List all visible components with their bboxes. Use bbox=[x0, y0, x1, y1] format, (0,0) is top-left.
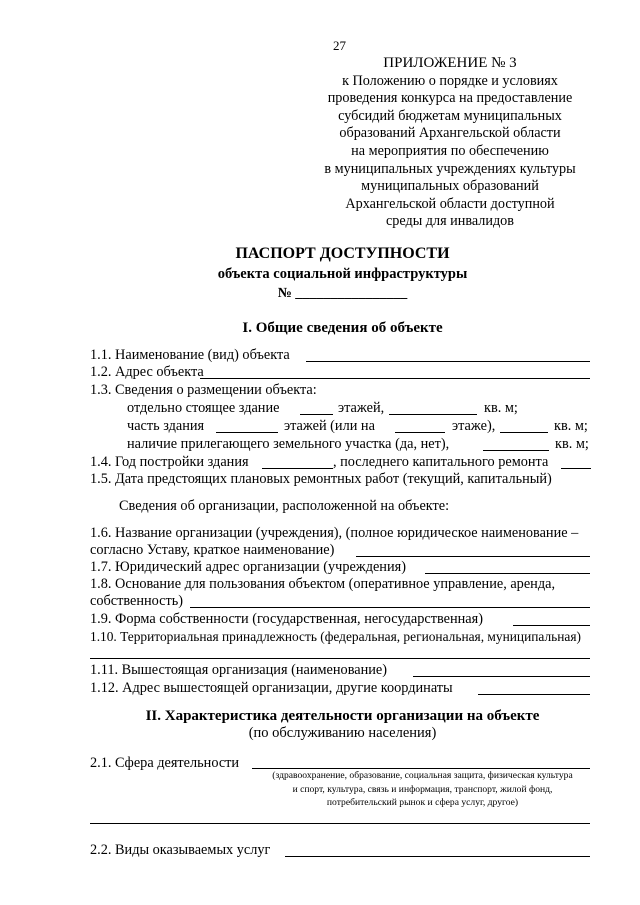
hint-line: потребительский рынок и сфера услуг, другое) bbox=[326, 797, 519, 808]
annex-line: Архангельской области доступной bbox=[345, 195, 555, 212]
page-number: 27 bbox=[333, 38, 346, 53]
section-2-title: II. Характеристика деятельности организации на объекте bbox=[145, 708, 540, 724]
section-2-subtitle: (по обслуживанию населения) bbox=[248, 725, 437, 741]
field-1-4-repair-label: , последнего капитального ремонта bbox=[333, 454, 549, 470]
annex-line: ПРИЛОЖЕНИЕ № 3 bbox=[383, 55, 517, 71]
field-2-2-line[interactable] bbox=[285, 856, 590, 857]
sub-c-sqm: кв. м; bbox=[555, 436, 589, 452]
field-1-2-line[interactable] bbox=[200, 378, 590, 379]
document-title bbox=[0, 244, 640, 304]
annex-line: образований Архангельской области bbox=[339, 125, 561, 142]
field-1-6-label: 1.6. Название организации (учреждения), (полное юридическое наименование – bbox=[90, 525, 579, 541]
field-2-1-extra-line[interactable] bbox=[90, 823, 590, 824]
part-area-line[interactable] bbox=[500, 432, 548, 433]
hint-line: и спорт, культура, связь и информация, транспорт, жилой фонд, bbox=[292, 783, 553, 795]
field-2-2-label: 2.2. Виды оказываемых услуг bbox=[90, 842, 271, 858]
section-2-heading bbox=[0, 708, 640, 742]
field-1-8-line[interactable] bbox=[190, 607, 590, 608]
field-1-12-label: 1.12. Адрес вышестоящей организации, другие координаты bbox=[90, 680, 453, 696]
title-main: ПАСПОРТ ДОСТУПНОСТИ bbox=[235, 245, 450, 262]
field-1-5-label: 1.5. Дата предстоящих плановых ремонтных работ (текущий, капитальный) bbox=[90, 471, 552, 487]
area-line[interactable] bbox=[389, 414, 477, 415]
land-area-line[interactable] bbox=[483, 450, 549, 451]
annex-line: к Положению о порядке и условиях bbox=[342, 72, 558, 89]
field-1-1-line[interactable] bbox=[306, 361, 590, 362]
field-1-7-line[interactable] bbox=[425, 573, 590, 574]
annex-line: субсидий бюджетам муниципальных bbox=[338, 107, 562, 124]
field-1-6-line[interactable] bbox=[356, 556, 590, 557]
field-1-8-label-cont: собственность) bbox=[90, 593, 184, 609]
field-1-11-line[interactable] bbox=[413, 676, 590, 677]
build-year-line[interactable] bbox=[262, 468, 333, 469]
field-1-10-label: 1.10. Территориальная принадлежность (федеральная, региональная, муниципальная) bbox=[90, 629, 581, 644]
field-1-6-label-cont: согласно Уставу, краткое наименование) bbox=[90, 542, 335, 558]
field-1-11-label: 1.11. Вышестоящая организация (наименование) bbox=[90, 662, 388, 678]
field-1-7-label: 1.7. Юридический адрес организации (учреждения) bbox=[90, 559, 406, 575]
field-1-4-label: 1.4. Год постройки здания bbox=[90, 454, 249, 470]
passport-number: № ________________ bbox=[277, 286, 408, 301]
annex-line: проведения конкурса на предоставление bbox=[327, 90, 573, 107]
field-1-2-label: 1.2. Адрес объекта bbox=[90, 364, 204, 380]
field-1-3-label: 1.3. Сведения о размещении объекта: bbox=[90, 382, 317, 398]
field-1-9-label: 1.9. Форма собственности (государственная, негосударственная) bbox=[90, 611, 483, 627]
repair-year-line[interactable] bbox=[561, 468, 591, 469]
floors-count-line[interactable] bbox=[300, 414, 333, 415]
field-2-1-hint bbox=[255, 769, 590, 810]
sub-a-sqm: кв. м; bbox=[484, 400, 518, 416]
sub-b-floor: этаже), bbox=[452, 418, 496, 434]
section-1-heading: I. Общие сведения об объекте bbox=[242, 320, 443, 336]
sub-building-part: часть здания bbox=[127, 418, 205, 434]
annex-line: среды для инвалидов bbox=[386, 213, 514, 230]
hint-line: (здравоохранение, образование, социальная защита, физическая культура bbox=[272, 770, 573, 781]
floor-number-line[interactable] bbox=[395, 432, 445, 433]
field-1-12-line[interactable] bbox=[478, 694, 590, 695]
annex-line: на мероприятия по обеспечению bbox=[351, 142, 549, 159]
sub-b-floors: этажей (или на bbox=[284, 418, 375, 434]
annex-line: муниципальных образований bbox=[361, 178, 539, 195]
field-1-10-line[interactable] bbox=[90, 658, 590, 659]
sub-detached-building: отдельно стоящее здание bbox=[127, 400, 280, 416]
field-1-8-label: 1.8. Основание для пользования объектом (оперативное управление, аренда, bbox=[90, 576, 556, 592]
sub-a-floors: этажей, bbox=[338, 400, 385, 416]
title-subtitle: объекта социальной инфраструктуры bbox=[217, 266, 468, 282]
field-2-1-label: 2.1. Сфера деятельности bbox=[90, 755, 240, 771]
field-1-9-line[interactable] bbox=[513, 625, 590, 626]
org-info-heading: Сведения об организации, расположенной на объекте: bbox=[119, 498, 450, 514]
part-floors-line[interactable] bbox=[216, 432, 278, 433]
sub-land-plot: наличие прилегающего земельного участка (да, нет), bbox=[127, 436, 450, 452]
annex-header bbox=[300, 55, 600, 231]
field-1-1-label: 1.1. Наименование (вид) объекта bbox=[90, 347, 290, 363]
annex-line: в муниципальных учреждениях культуры bbox=[324, 160, 576, 177]
sub-b-sqm: кв. м; bbox=[554, 418, 588, 434]
